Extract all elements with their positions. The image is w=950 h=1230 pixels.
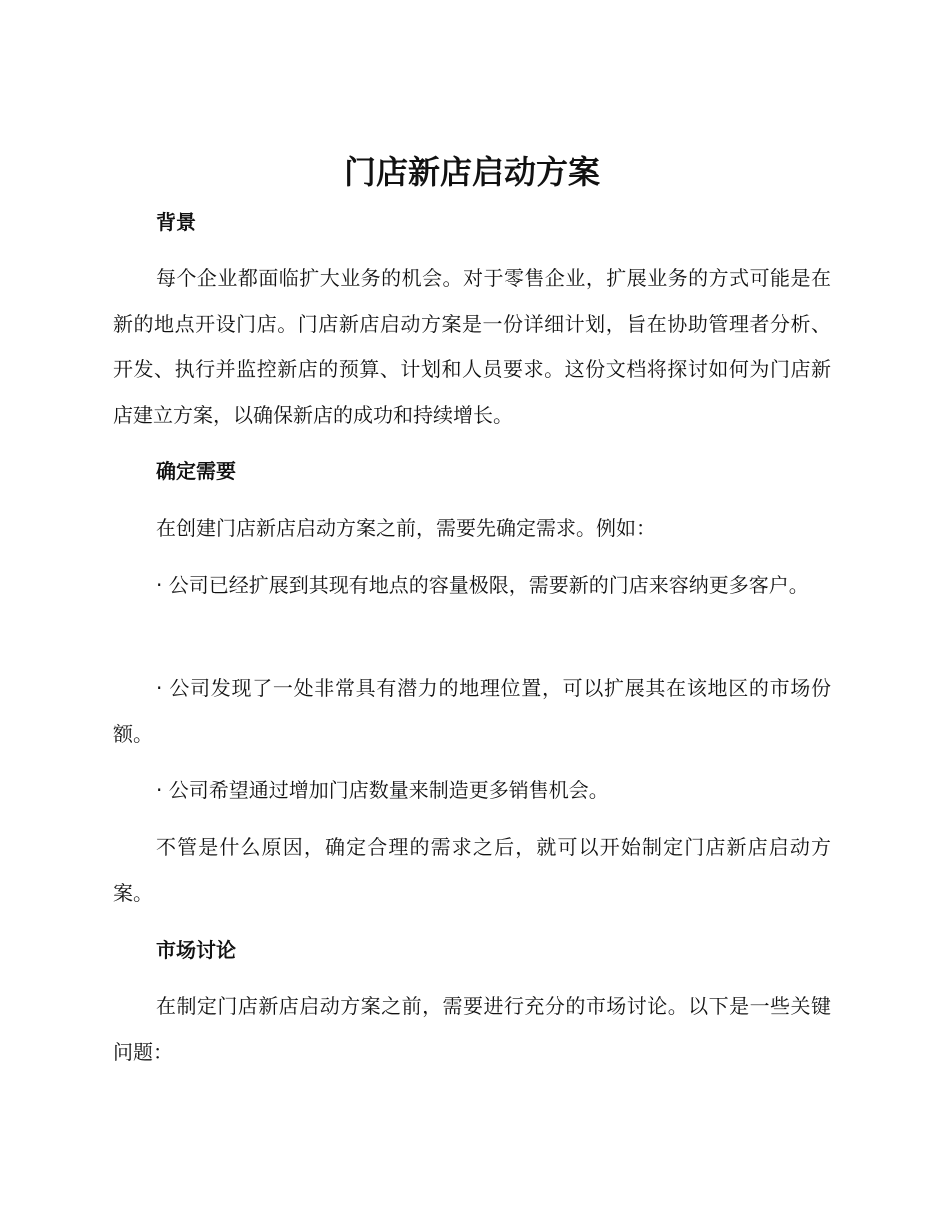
bullet-item: · 公司希望通过增加门店数量来制造更多销售机会。 bbox=[156, 778, 609, 802]
section-heading-background: 背景 bbox=[156, 210, 196, 234]
bullet-item: · 公司已经扩展到其现有地点的容量极限，需要新的门店来容纳更多客户。 bbox=[156, 573, 809, 597]
document-title: 门店新店启动方案 bbox=[343, 153, 600, 191]
paragraph-background: 每个企业都面临扩大业务的机会。对于零售企业，扩展业务的方式可能是在新的地点开设门店。门店新店启动方案是一份详细计划，旨在协助管理者分析、开发、执行并监控新店的预算、计划和人员要求。这份文档将探讨如何为门店新店建立方案，以确保新店的成功和持续增长。 bbox=[113, 266, 831, 427]
bullet-item: · 公司发现了一处非常具有潜力的地理位置，可以扩展其在该地区的市场份额。 bbox=[113, 676, 831, 746]
paragraph-needs-conclusion: 不管是什么原因，确定合理的需求之后，就可以开始制定门店新店启动方案。 bbox=[113, 835, 831, 905]
section-heading-market: 市场讨论 bbox=[156, 938, 236, 962]
paragraph-needs-intro: 在创建门店新店启动方案之前，需要先确定需求。例如： bbox=[156, 516, 656, 540]
section-heading-needs: 确定需要 bbox=[156, 459, 236, 483]
paragraph-market: 在制定门店新店启动方案之前，需要进行充分的市场讨论。以下是一些关键问题： bbox=[113, 994, 831, 1064]
